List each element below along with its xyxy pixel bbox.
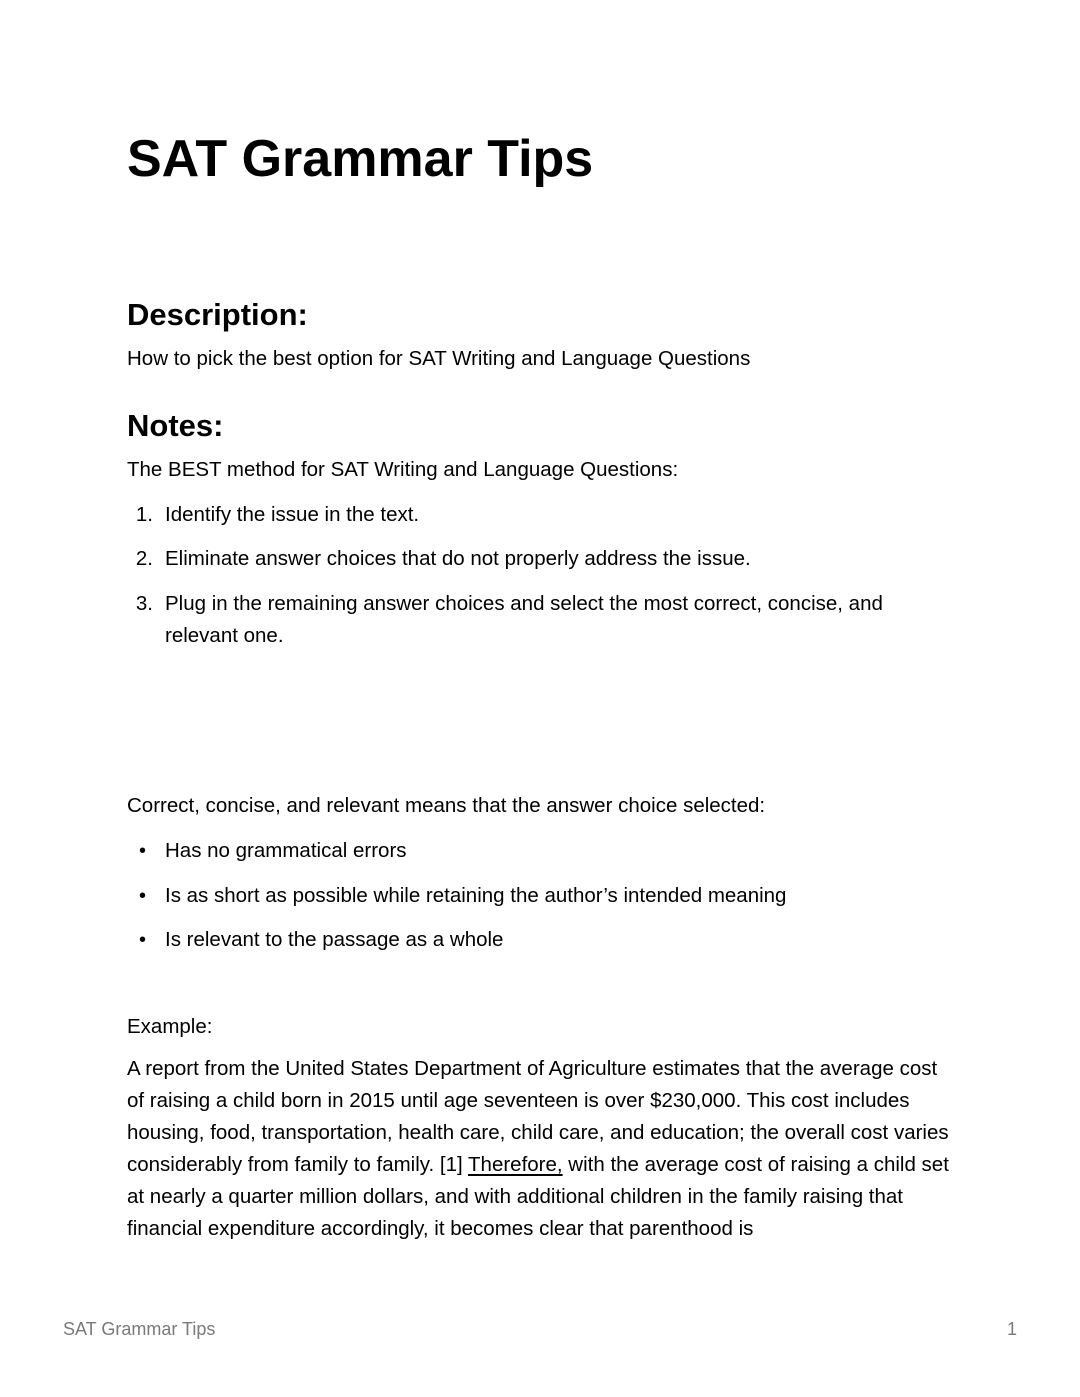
list-item bbox=[127, 880, 957, 912]
list-item-text: Is relevant to the passage as a whole bbox=[165, 928, 504, 951]
criteria-list bbox=[127, 835, 957, 956]
list-marker: 1. bbox=[135, 503, 153, 526]
list-item-text: Identify the issue in the text. bbox=[165, 503, 420, 526]
underlined-phrase: Therefore, bbox=[468, 1153, 563, 1176]
bullet-icon: • bbox=[139, 929, 147, 951]
example-passage-text-continued: with the average cost of raising a child set at nearly a quarter million dollars, and with additional children in the family raising that financial expenditure accordingly, it becomes clear that parenthood is bbox=[127, 1153, 949, 1240]
method-steps-list bbox=[127, 499, 957, 652]
bullet-icon: • bbox=[139, 885, 147, 907]
page-number: 1 bbox=[1006, 1319, 1017, 1339]
example-label: Example: bbox=[127, 1015, 213, 1038]
list-item-text: Has no grammatical errors bbox=[165, 839, 407, 862]
example-passage bbox=[127, 1053, 957, 1245]
notes-intro: The BEST method for SAT Writing and Language Questions: bbox=[127, 458, 679, 481]
list-item-text: Eliminate answer choices that do not properly address the issue. bbox=[165, 547, 751, 570]
description-text: How to pick the best option for SAT Writing and Language Questions bbox=[127, 347, 751, 370]
description-heading: Description: bbox=[127, 297, 308, 332]
notes-heading: Notes: bbox=[127, 408, 224, 443]
list-item bbox=[127, 924, 957, 956]
list-item bbox=[127, 543, 957, 575]
footer-title: SAT Grammar Tips bbox=[63, 1319, 216, 1339]
list-item bbox=[127, 835, 957, 867]
list-item bbox=[127, 588, 957, 652]
list-marker: 3. bbox=[135, 592, 153, 615]
example-passage-text: A report from the United States Department of Agriculture estimates that the average cost of raising a child born in 2015 until age seventeen is over $230,000. This cost includes housing, food, transportation, health care, child care, and education; the overall cost varies considerably from family to family. [1] bbox=[127, 1057, 949, 1176]
document-title: SAT Grammar Tips bbox=[127, 130, 594, 188]
list-marker: 2. bbox=[135, 547, 153, 570]
bullet-icon: • bbox=[139, 840, 147, 862]
list-item-text: Is as short as possible while retaining the author’s intended meaning bbox=[165, 884, 787, 907]
list-item bbox=[127, 499, 957, 531]
criteria-intro: Correct, concise, and relevant means that the answer choice selected: bbox=[127, 794, 766, 817]
list-item-text: Plug in the remaining answer choices and select the most correct, concise, and relevant one. bbox=[165, 592, 883, 647]
